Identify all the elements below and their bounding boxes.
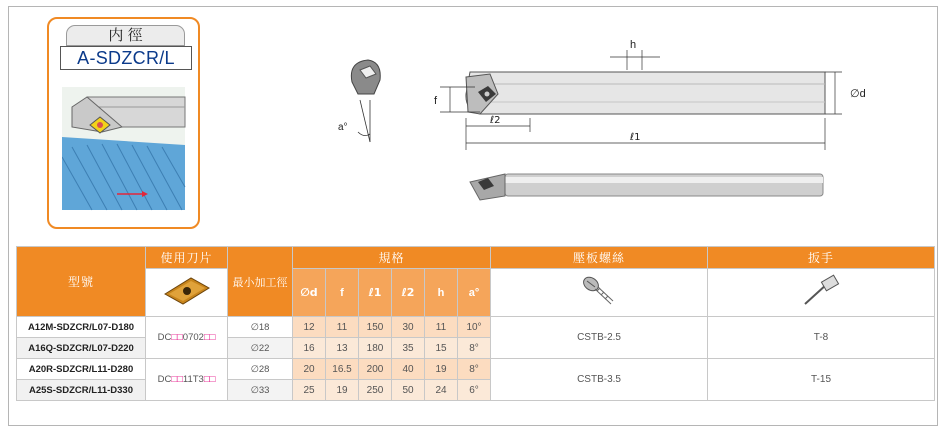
insert-code-cell: DC□□0702□□ [146, 317, 228, 359]
row-l1: 200 [359, 359, 392, 380]
row-h: 11 [425, 317, 458, 338]
screw-image-cell [491, 269, 708, 317]
tip-view-icon [351, 60, 380, 142]
row-model: A20R-SDZCR/L11-D280 [17, 359, 146, 380]
tool-type-card [47, 17, 200, 229]
row-l1: 180 [359, 338, 392, 359]
sub-header-h: h [425, 269, 458, 317]
wrench-icon [801, 274, 841, 308]
l2-dim-label: ℓ2 [490, 115, 501, 126]
col-spec-header: 規格 [293, 247, 491, 269]
f-dim-label: f [434, 95, 438, 107]
col-model-header: 型號 [17, 247, 146, 317]
card-title-cn: 内 徑 [66, 25, 185, 46]
table-row [17, 359, 935, 380]
angle-label: a° [338, 122, 348, 133]
tool-holder-icon [466, 72, 825, 114]
screw-icon [581, 274, 617, 308]
insert-icon [161, 274, 213, 308]
header-row [17, 247, 935, 269]
wrench-cell: T-8 [708, 317, 935, 359]
row-a: 8° [458, 359, 491, 380]
row-min-bore: ∅33 [228, 380, 293, 401]
row-a: 10° [458, 317, 491, 338]
row-l2: 50 [392, 380, 425, 401]
row-min-bore: ∅18 [228, 317, 293, 338]
row-d: 25 [293, 380, 326, 401]
tool-photo-icon [470, 174, 823, 200]
sub-header-l2: ℓ2 [392, 269, 425, 317]
row-a: 6° [458, 380, 491, 401]
row-f: 19 [326, 380, 359, 401]
spec-table [16, 246, 935, 401]
sub-header-d: ∅d [293, 269, 326, 317]
subheader-row [17, 269, 935, 317]
insert-image-cell [146, 269, 228, 317]
sub-header-f: f [326, 269, 359, 317]
row-h: 19 [425, 359, 458, 380]
row-l1: 250 [359, 380, 392, 401]
table-row [17, 317, 935, 338]
d-dim-label: ∅d [850, 88, 866, 100]
row-a: 8° [458, 338, 491, 359]
row-f: 13 [326, 338, 359, 359]
row-model: A16Q-SDZCR/L07-D220 [17, 338, 146, 359]
l1-dim-label: ℓ1 [630, 132, 641, 143]
col-min-bore-header: 最小加工徑 [228, 247, 293, 317]
sub-header-a: a° [458, 269, 491, 317]
wrench-image-cell [708, 269, 935, 317]
row-model: A25S-SDZCR/L11-D330 [17, 380, 146, 401]
sub-header-l1: ℓ1 [359, 269, 392, 317]
row-d: 12 [293, 317, 326, 338]
row-l1: 150 [359, 317, 392, 338]
row-d: 16 [293, 338, 326, 359]
screw-cell: CSTB-3.5 [491, 359, 708, 401]
insert-code-cell: DC□□11T3□□ [146, 359, 228, 401]
row-d: 20 [293, 359, 326, 380]
col-wrench-header: 扳手 [708, 247, 935, 269]
col-screw-header: 壓板螺絲 [491, 247, 708, 269]
row-h: 15 [425, 338, 458, 359]
row-l2: 35 [392, 338, 425, 359]
col-insert-header: 使用刀片 [146, 247, 228, 269]
h-dim-label: h [630, 39, 637, 51]
row-l2: 40 [392, 359, 425, 380]
tool-drawing [330, 22, 890, 242]
card-model-code: A-SDZCR/L [60, 46, 192, 70]
row-model: A12M-SDZCR/L07-D180 [17, 317, 146, 338]
row-f: 11 [326, 317, 359, 338]
boring-illustration-icon [62, 87, 187, 212]
row-min-bore: ∅22 [228, 338, 293, 359]
row-h: 24 [425, 380, 458, 401]
row-l2: 30 [392, 317, 425, 338]
screw-cell: CSTB-2.5 [491, 317, 708, 359]
row-min-bore: ∅28 [228, 359, 293, 380]
row-f: 16.5 [326, 359, 359, 380]
wrench-cell: T-15 [708, 359, 935, 401]
